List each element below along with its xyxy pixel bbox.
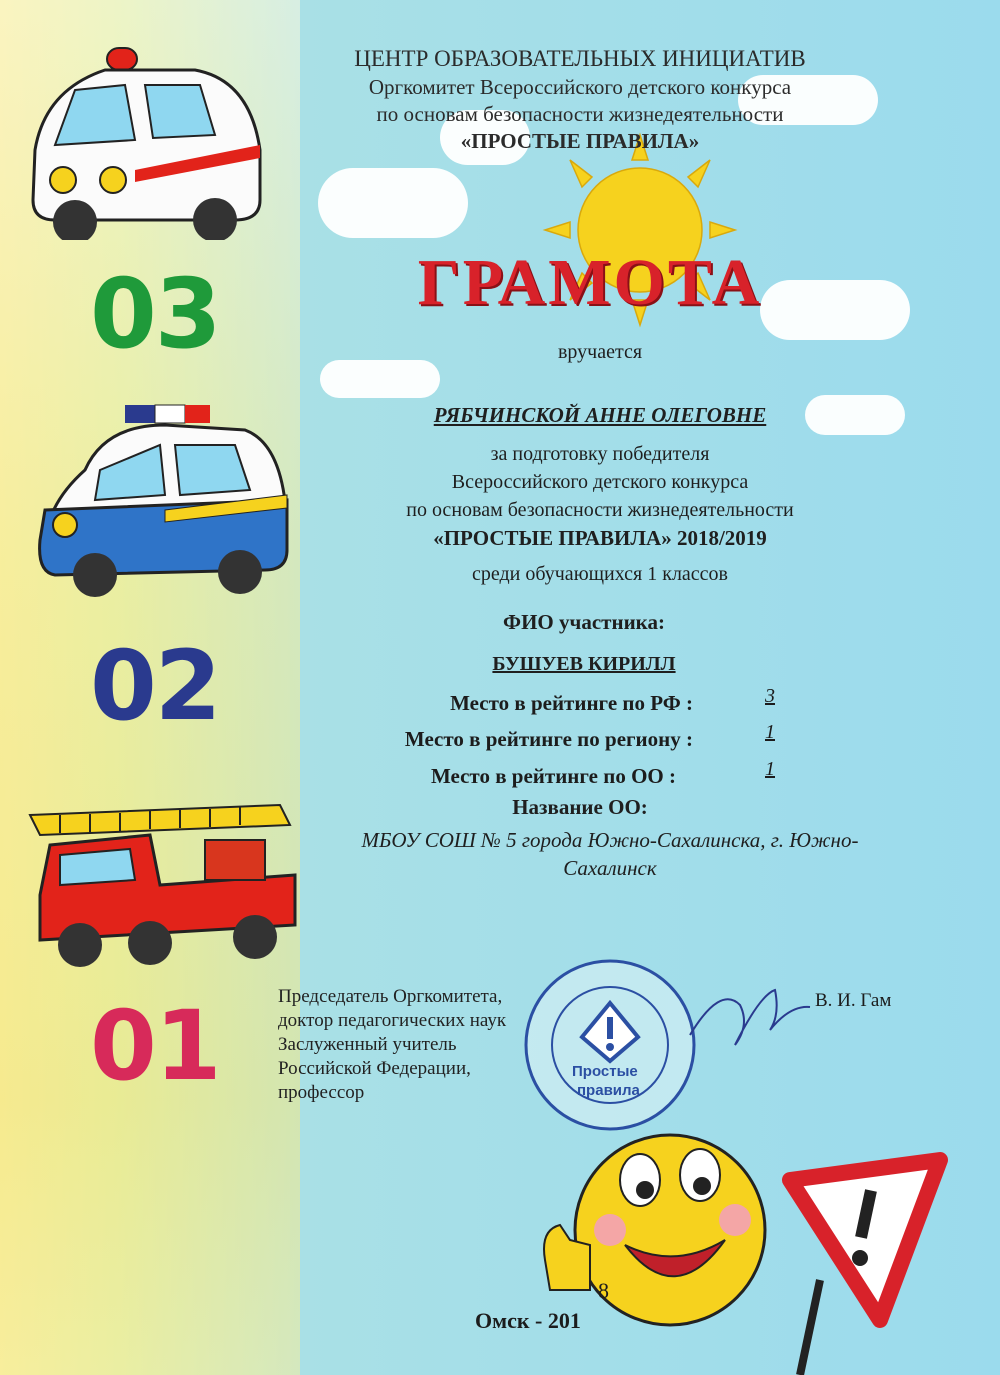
stamp-text-2: правила [577,1082,640,1099]
contest-name: «ПРОСТЫЕ ПРАВИЛА» [460,129,700,153]
reason-line-2: Всероссийского детского конкурса [451,471,749,493]
fire-number: 01 [90,990,220,1102]
school-name-line-1: МБОУ СОШ № 5 города Южно-Сахалинска, г. Южно- [361,828,859,852]
footer-city: Омск - 201 [475,1308,581,1333]
signatory-name: В. И. Гам [815,990,892,1011]
org-subject: по основам безопасности жизнедеятельности [376,102,784,126]
official-stamp [520,955,700,1135]
police-number: 02 [90,630,220,742]
ambulance-illustration [15,40,270,240]
rating-region-label: Место в рейтинге по региону : [404,727,693,751]
handwritten-signature [680,965,820,1055]
rating-rf-value: 3 [765,685,775,707]
cloud [320,360,440,398]
rating-rf-label: Место в рейтинге по РФ : [450,691,693,715]
rating-region-value: 1 [765,721,775,743]
school-label: Название ОО: [512,795,648,819]
signatory-line-5: профессор [278,1082,365,1103]
reason-line-3: по основам безопасности жизнедеятельности [406,499,794,521]
reason-line-4: «ПРОСТЫЕ ПРАВИЛА» 2018/2019 [433,526,767,550]
certificate-title: ГРАМОТА [417,246,763,319]
org-title: ЦЕНТР ОБРАЗОВАТЕЛЬНЫХ ИНИЦИАТИВ [354,46,806,71]
cloud [318,168,468,238]
signatory-line-3: Заслуженный учитель [278,1034,457,1055]
police-car-illustration [25,400,295,600]
smiley-mascot-illustration [530,1120,970,1375]
recipient-name: РЯБЧИНСКОЙ АННЕ ОЛЕГОВНЕ [433,403,767,427]
stamp-text-1: Простые [572,1063,638,1080]
reason-line-1: за подготовку победителя [490,443,710,465]
rating-school-value: 1 [765,758,775,780]
school-name-line-2: Сахалинск [563,856,657,880]
org-committee: Оргкомитет Всероссийского детского конкурса [368,75,792,99]
participant-label: ФИО участника: [503,610,665,634]
footer-year-digit: 8 [598,1278,609,1303]
participant-name: БУШУЕВ КИРИЛЛ [492,653,676,675]
reason-line-5: среди обучающихся 1 классов [471,563,729,585]
signatory-block [278,985,548,1105]
signatory-line-2: доктор педагогических наук [278,1010,507,1031]
awarded-text: вручается [557,341,643,363]
ambulance-number: 03 [90,258,220,370]
fire-truck-illustration [20,775,305,975]
rating-school-label: Место в рейтинге по ОО : [430,764,676,788]
signatory-line-1: Председатель Оргкомитета, [278,986,503,1007]
signatory-line-4: Российской Федерации, [278,1058,471,1079]
